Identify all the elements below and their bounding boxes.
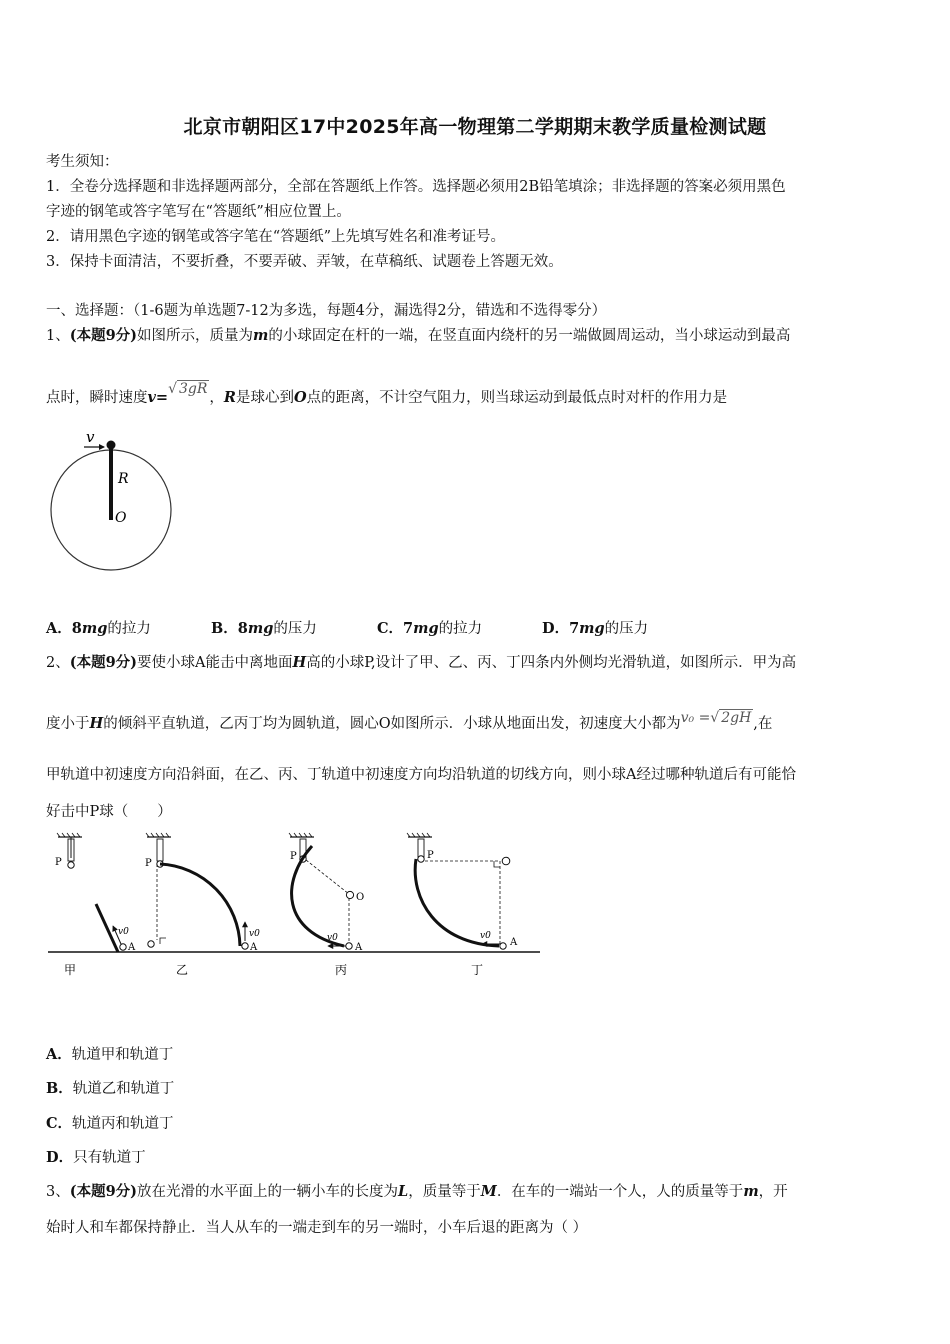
q2-option-b[interactable] (46, 1079, 174, 1099)
option-key: C． (377, 620, 404, 637)
q2-score: (本题9分) (69, 654, 138, 671)
q2-line-4: 好击中P球（ ） (46, 804, 172, 820)
label-v0: v0 (480, 931, 491, 941)
option-key: B． (211, 620, 238, 637)
q2-text: 要使小球A能击中离地面 (137, 655, 293, 671)
q1-var-m: m (253, 327, 269, 344)
q1-formula-radicand: 3gR (179, 381, 208, 397)
q3-text: 放在光滑的水平面上的一辆小车的长度为 (137, 1184, 399, 1200)
q1-number: 1、 (46, 328, 70, 344)
q2-text: 高的小球P,设计了甲、乙、丙、丁四条内外侧均光滑轨道，如图所示．甲为高 (306, 655, 797, 671)
q2-option-d[interactable] (46, 1148, 146, 1168)
option-key: C． (46, 1115, 73, 1132)
notice-item: 1．全卷分选择题和非选择题两部分，全部在答题纸上作答。选择题必须用2B铅笔填涂；非选择题的答案必须用黑色 (46, 179, 786, 195)
q3-text: ，质量等于 (408, 1184, 481, 1200)
q2-line-2 (46, 710, 773, 734)
q1-ball (107, 441, 116, 450)
q3-line-2: 始时人和车都保持静止．当人从车的一端走到车的另一端时，小车后退的距离为（ ） (46, 1220, 588, 1236)
option-text: 的拉力 (107, 621, 151, 637)
q1-line-2 (46, 381, 728, 408)
q3-var-L: L (398, 1183, 409, 1200)
ball-a (500, 943, 506, 949)
hanger (157, 839, 163, 861)
q1-circle-figure (48, 428, 178, 578)
notice-item: 3．保持卡面清洁，不要折叠，不要弄破、弄皱，在草稿纸、试题卷上答题无效。 (46, 254, 563, 270)
label-p: P (290, 851, 297, 862)
option-text: 轨道乙和轨道丁 (72, 1081, 175, 1097)
q2-text: 度小于 (46, 716, 90, 732)
option-unit: mg (247, 620, 274, 637)
label-a: A (355, 942, 363, 953)
hanger (418, 839, 424, 857)
radius-dash (306, 860, 349, 894)
q3-var-M: M (480, 1183, 497, 1200)
track-label: 甲 (64, 963, 77, 977)
option-unit: mg (81, 620, 108, 637)
track-label: 丁 (471, 963, 484, 977)
incline (96, 904, 118, 952)
q3-text: ，开 (758, 1184, 788, 1200)
q2-tracks-figure (44, 832, 544, 984)
option-text: 轨道甲和轨道丁 (71, 1047, 174, 1063)
q2-var-H: H (292, 654, 307, 671)
q1-arrowhead (99, 444, 105, 450)
q2-option-a[interactable] (46, 1045, 173, 1065)
track-jia (55, 833, 136, 977)
label-p: P (55, 857, 62, 868)
q2-number: 2、 (46, 655, 70, 671)
label-o: O (356, 892, 365, 903)
q2-option-c[interactable] (46, 1114, 174, 1134)
right-angle (494, 861, 500, 867)
notice-heading: 考生须知： (46, 154, 119, 170)
q1-option-b[interactable] (211, 619, 317, 639)
q3-score: (本题9分) (69, 1183, 138, 1200)
page-title: 北京市朝阳区17中2025年高一物理第二学期期末教学质量检测试题 (183, 116, 767, 138)
q3-var-m: m (743, 1183, 759, 1200)
q2-formula: v₀ =√ 2gH (680, 710, 752, 726)
option-value: 8 (237, 620, 248, 637)
q1-text: 点时，瞬时速度 (46, 390, 148, 406)
q2-var-H: H (89, 715, 104, 732)
q1-label-R: R (118, 471, 129, 487)
option-unit: mg (579, 620, 605, 637)
q1-var-v: v= (147, 389, 169, 406)
track-label: 乙 (176, 963, 189, 977)
q2-formula-radicand: 2gH (721, 710, 752, 726)
option-key: D． (542, 620, 570, 637)
option-text: 的压力 (273, 621, 317, 637)
center-o (502, 857, 510, 865)
q1-option-c[interactable] (377, 619, 482, 639)
option-key: A． (46, 1046, 72, 1063)
q1-var-R: R (223, 389, 236, 406)
center-o (346, 891, 353, 898)
option-key: A． (46, 620, 72, 637)
label-a: A (250, 942, 258, 953)
option-key: B． (46, 1080, 73, 1097)
label-p: P (145, 858, 152, 869)
track-yi (145, 833, 260, 977)
q1-line-1 (46, 326, 790, 346)
arc-track (292, 846, 344, 946)
option-text: 只有轨道丁 (73, 1150, 146, 1166)
option-text: 的拉力 (438, 621, 483, 637)
center-o (148, 941, 154, 947)
option-unit: mg (413, 620, 439, 637)
ball-a (346, 943, 352, 949)
track-label: 丙 (335, 963, 348, 977)
ball-a (242, 943, 248, 949)
q1-label-v: v (86, 428, 95, 446)
q1-option-d[interactable] (542, 619, 648, 639)
q3-number: 3、 (46, 1184, 70, 1200)
label-v0: v0 (249, 929, 260, 939)
q1-text: 的小球固定在杆的一端，在竖直面内绕杆的另一端做圆周运动，当小球运动到最高 (268, 328, 791, 344)
notice-item: 字迹的钢笔或答字笔写在“答题纸”相应位置上。 (46, 204, 351, 220)
q1-score: (本题9分) (69, 327, 138, 344)
q2-line-3: 甲轨道中初速度方向沿斜面，在乙、丙、丁轨道中初速度方向均沿轨道的切线方向，则小球A经过哪种轨道后有可能恰 (46, 767, 796, 783)
ball-p (68, 862, 74, 868)
q1-text: 是球心到 (235, 390, 294, 406)
option-key: D． (46, 1149, 74, 1166)
option-value: 8 (71, 620, 82, 637)
q1-text: 如图所示，质量为 (137, 328, 254, 344)
label-p: P (427, 850, 434, 861)
section-heading: 一、选择题：（1-6题为单选题7-12为多选，每题4分，漏选得2分，错选和不选得零分） (46, 303, 607, 319)
track-bing (289, 833, 364, 977)
label-v0: v0 (118, 927, 129, 937)
q3-line-1 (46, 1182, 788, 1202)
q1-option-a[interactable] (46, 619, 151, 639)
option-text: 轨道丙和轨道丁 (72, 1116, 174, 1132)
q1-formula: √ 3gR (168, 381, 208, 397)
q2-text: ,在 (753, 716, 773, 732)
q2-formula-lhs: v₀ = (680, 710, 711, 726)
right-angle (160, 938, 166, 944)
notice-item: 2．请用黑色字迹的钢笔或答字笔在“答题纸”上先填写姓名和准考证号。 (46, 229, 506, 245)
q2-text: 的倾斜平直轨道，乙丙丁均为圆轨道，圆心O如图所示．小球从地面出发，初速度大小都为 (103, 716, 681, 732)
track-ding (407, 833, 518, 977)
q1-text: ， (209, 390, 224, 406)
q1-var-O: O (293, 389, 307, 406)
ball-a (120, 944, 126, 950)
ball-p (418, 856, 424, 862)
q2-line-1 (46, 653, 796, 673)
label-v0: v0 (327, 933, 338, 943)
option-value: 7 (403, 620, 414, 637)
label-a: A (510, 937, 518, 948)
label-a: A (128, 942, 136, 953)
option-text: 的压力 (604, 621, 649, 637)
q3-text: ．在车的一端站一个人，人的质量等于 (496, 1184, 744, 1200)
arc-track (160, 864, 240, 946)
q1-text: 点的距离，不计空气阻力，则当球运动到最低点时对杆的作用力是 (306, 390, 728, 406)
q1-label-O: O (115, 510, 127, 526)
option-value: 7 (569, 620, 580, 637)
